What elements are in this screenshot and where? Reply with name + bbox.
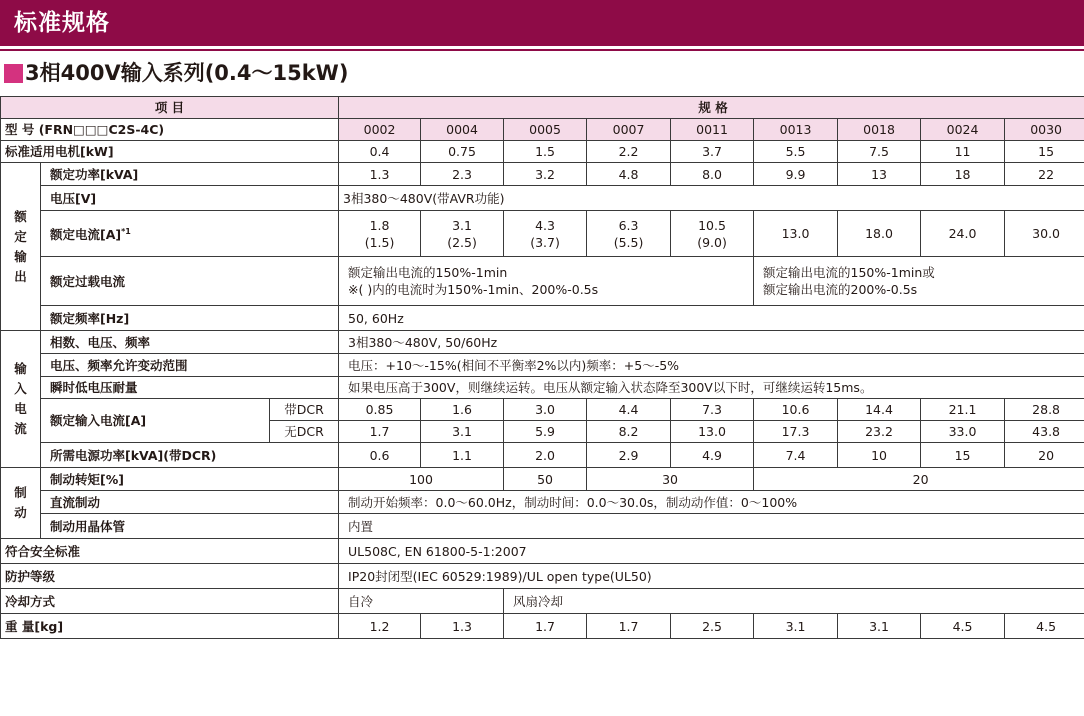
input-variation-row <box>1 354 1084 377</box>
model-cell: 0024 <box>921 119 1005 141</box>
weight-row <box>1 614 1084 639</box>
motor-cell: 2.2 <box>587 141 671 163</box>
output-power-cell: 3.2 <box>504 163 587 186</box>
output-power-cell: 9.9 <box>754 163 838 186</box>
input-dcr-cell: 14.4 <box>838 399 921 421</box>
input-power-row <box>1 443 1084 468</box>
output-voltage-row <box>1 186 1084 211</box>
brake-transistor-value: 内置 <box>339 514 1084 539</box>
output-current-cell: 10.5 (9.0) <box>671 211 754 257</box>
brake-torque-label: 制动转矩[%] <box>41 468 339 491</box>
output-freq-row <box>1 306 1084 331</box>
motor-row <box>1 141 1084 163</box>
input-phase-row <box>1 331 1084 354</box>
output-voltage-value: 3相380～480V(带AVR功能) <box>339 186 1084 211</box>
input-current-label: 额定输入电流[A] <box>41 399 270 443</box>
input-dcr-row <box>1 399 1084 421</box>
output-current-cell: 24.0 <box>921 211 1005 257</box>
cooling-row <box>1 589 1084 614</box>
brake-torque-cell: 100 <box>339 468 504 491</box>
brake-dc-row <box>1 491 1084 514</box>
brake-torque-row <box>1 468 1084 491</box>
weight-cell: 2.5 <box>671 614 754 639</box>
header-item: 项 目 <box>1 97 339 119</box>
weight-cell: 4.5 <box>1005 614 1084 639</box>
model-cell: 0007 <box>587 119 671 141</box>
output-current-cell: 4.3 (3.7) <box>504 211 587 257</box>
input-power-cell: 7.4 <box>754 443 838 468</box>
weight-cell: 3.1 <box>838 614 921 639</box>
input-dcr-cell: 10.6 <box>754 399 838 421</box>
motor-cell: 11 <box>921 141 1005 163</box>
safety-value: UL508C, EN 61800-5-1:2007 <box>339 539 1084 564</box>
footnote-mark: *1 <box>121 227 131 237</box>
output-power-cell: 4.8 <box>587 163 671 186</box>
motor-cell: 0.4 <box>339 141 421 163</box>
brake-group-label: 制动 <box>1 468 41 539</box>
brake-torque-cell: 50 <box>504 468 587 491</box>
output-power-cell: 22 <box>1005 163 1084 186</box>
input-power-cell: 20 <box>1005 443 1084 468</box>
input-nodcr-cell: 43.8 <box>1005 421 1084 443</box>
output-current-cell: 6.3 (5.5) <box>587 211 671 257</box>
header-spec: 规 格 <box>339 97 1084 119</box>
section-marker-icon <box>4 64 23 83</box>
output-power-cell: 8.0 <box>671 163 754 186</box>
protection-value: IP20封闭型(IEC 60529:1989)/UL open type(UL50) <box>339 564 1084 589</box>
input-nodcr-cell: 3.1 <box>421 421 504 443</box>
model-cell: 0005 <box>504 119 587 141</box>
input-power-cell: 15 <box>921 443 1005 468</box>
header-row <box>1 97 1084 119</box>
weight-cell: 1.2 <box>339 614 421 639</box>
weight-cell: 1.3 <box>421 614 504 639</box>
banner-title: 标准规格 <box>14 10 110 36</box>
output-power-cell: 18 <box>921 163 1005 186</box>
output-current-cell: 3.1 (2.5) <box>421 211 504 257</box>
brake-dc-value: 制动开始频率：0.0～60.0Hz，制动时间：0.0～30.0s，制动动作值：0～100% <box>339 491 1084 514</box>
output-power-label: 额定功率[kVA] <box>41 163 339 186</box>
model-cell: 0011 <box>671 119 754 141</box>
input-variation-value: 电压：+10～-15%(相间不平衡率2%以内)频率：+5～-5% <box>339 354 1084 377</box>
cooling-natural: 自冷 <box>339 589 504 614</box>
input-dcr-cell: 1.6 <box>421 399 504 421</box>
model-cell: 0030 <box>1005 119 1084 141</box>
output-power-cell: 13 <box>838 163 921 186</box>
cooling-label: 冷却方式 <box>1 589 339 614</box>
spec-table <box>0 96 1084 639</box>
brake-torque-cell: 20 <box>754 468 1084 491</box>
input-power-cell: 2.9 <box>587 443 671 468</box>
input-dcr-cell: 4.4 <box>587 399 671 421</box>
output-current-cell: 13.0 <box>754 211 838 257</box>
output-current-row <box>1 211 1084 257</box>
model-label: 型 号 (FRN□□□C2S-4C) <box>1 119 339 141</box>
input-power-cell: 2.0 <box>504 443 587 468</box>
input-nodcr-label: 无DCR <box>270 421 339 443</box>
output-current-cell: 18.0 <box>838 211 921 257</box>
input-power-cell: 1.1 <box>421 443 504 468</box>
model-cell: 0002 <box>339 119 421 141</box>
model-cell: 0013 <box>754 119 838 141</box>
section-title: 3相400V输入系列(0.4～15kW) <box>25 61 349 85</box>
safety-row <box>1 539 1084 564</box>
output-power-cell: 1.3 <box>339 163 421 186</box>
weight-cell: 1.7 <box>587 614 671 639</box>
output-current-cell: 30.0 <box>1005 211 1084 257</box>
weight-cell: 3.1 <box>754 614 838 639</box>
input-variation-label: 电压、频率允许变动范围 <box>41 354 339 377</box>
brake-dc-label: 直流制动 <box>41 491 339 514</box>
output-current-cell: 1.8 (1.5) <box>339 211 421 257</box>
motor-cell: 0.75 <box>421 141 504 163</box>
input-nodcr-cell: 5.9 <box>504 421 587 443</box>
banner-divider <box>0 49 1084 51</box>
input-dcr-cell: 28.8 <box>1005 399 1084 421</box>
input-dcr-cell: 21.1 <box>921 399 1005 421</box>
input-momentary-label: 瞬时低电压耐量 <box>41 377 339 399</box>
protection-label: 防护等级 <box>1 564 339 589</box>
brake-torque-cell: 30 <box>587 468 754 491</box>
brake-transistor-label: 制动用晶体管 <box>41 514 339 539</box>
input-nodcr-cell: 1.7 <box>339 421 421 443</box>
input-power-cell: 0.6 <box>339 443 421 468</box>
motor-cell: 7.5 <box>838 141 921 163</box>
input-nodcr-cell: 33.0 <box>921 421 1005 443</box>
motor-cell: 1.5 <box>504 141 587 163</box>
page-banner <box>0 0 1084 46</box>
safety-label: 符合安全标准 <box>1 539 339 564</box>
motor-cell: 15 <box>1005 141 1084 163</box>
input-nodcr-cell: 23.2 <box>838 421 921 443</box>
output-overload-text-a: 额定输出电流的150%-1min ※( )内的电流时为150%-1min、200%-0.5s <box>339 257 754 306</box>
output-power-cell: 2.3 <box>421 163 504 186</box>
input-momentary-value: 如果电压高于300V，则继续运转。电压从额定输入状态降至300V以下时，可继续运转15ms。 <box>339 377 1084 399</box>
model-cell: 0004 <box>421 119 504 141</box>
input-dcr-cell: 7.3 <box>671 399 754 421</box>
protection-row <box>1 564 1084 589</box>
model-row <box>1 119 1084 141</box>
output-overload-text-b: 额定输出电流的150%-1min或 额定输出电流的200%-0.5s <box>754 257 1084 306</box>
output-group-label: 额定输出 <box>1 163 41 331</box>
output-voltage-label: 电压[V] <box>41 186 339 211</box>
output-overload-row <box>1 257 1084 306</box>
weight-cell: 4.5 <box>921 614 1005 639</box>
motor-cell: 3.7 <box>671 141 754 163</box>
motor-cell: 5.5 <box>754 141 838 163</box>
input-power-cell: 10 <box>838 443 921 468</box>
input-phase-label: 相数、电压、频率 <box>41 331 339 354</box>
output-power-row <box>1 163 1084 186</box>
input-power-cell: 4.9 <box>671 443 754 468</box>
output-freq-value: 50, 60Hz <box>339 306 1084 331</box>
weight-cell: 1.7 <box>504 614 587 639</box>
weight-label: 重 量[kg] <box>1 614 339 639</box>
input-dcr-cell: 0.85 <box>339 399 421 421</box>
brake-transistor-row <box>1 514 1084 539</box>
output-current-label: 额定电流$[A]^{*1}$ <box>41 211 339 257</box>
input-power-label: 所需电源功率[kVA](带DCR) <box>41 443 339 468</box>
output-overload-label: 额定过载电流 <box>41 257 339 306</box>
input-dcr-cell: 3.0 <box>504 399 587 421</box>
input-nodcr-cell: 8.2 <box>587 421 671 443</box>
motor-label: 标准适用电机[kW] <box>1 141 339 163</box>
input-nodcr-cell: 13.0 <box>671 421 754 443</box>
input-momentary-row <box>1 377 1084 399</box>
input-dcr-label: 带DCR <box>270 399 339 421</box>
input-group-label: 输入电流 <box>1 331 41 468</box>
output-freq-label: 额定频率[Hz] <box>41 306 339 331</box>
input-phase-value: 3相380～480V, 50/60Hz <box>339 331 1084 354</box>
cooling-fan: 风扇冷却 <box>504 589 1084 614</box>
model-cell: 0018 <box>838 119 921 141</box>
input-nodcr-cell: 17.3 <box>754 421 838 443</box>
